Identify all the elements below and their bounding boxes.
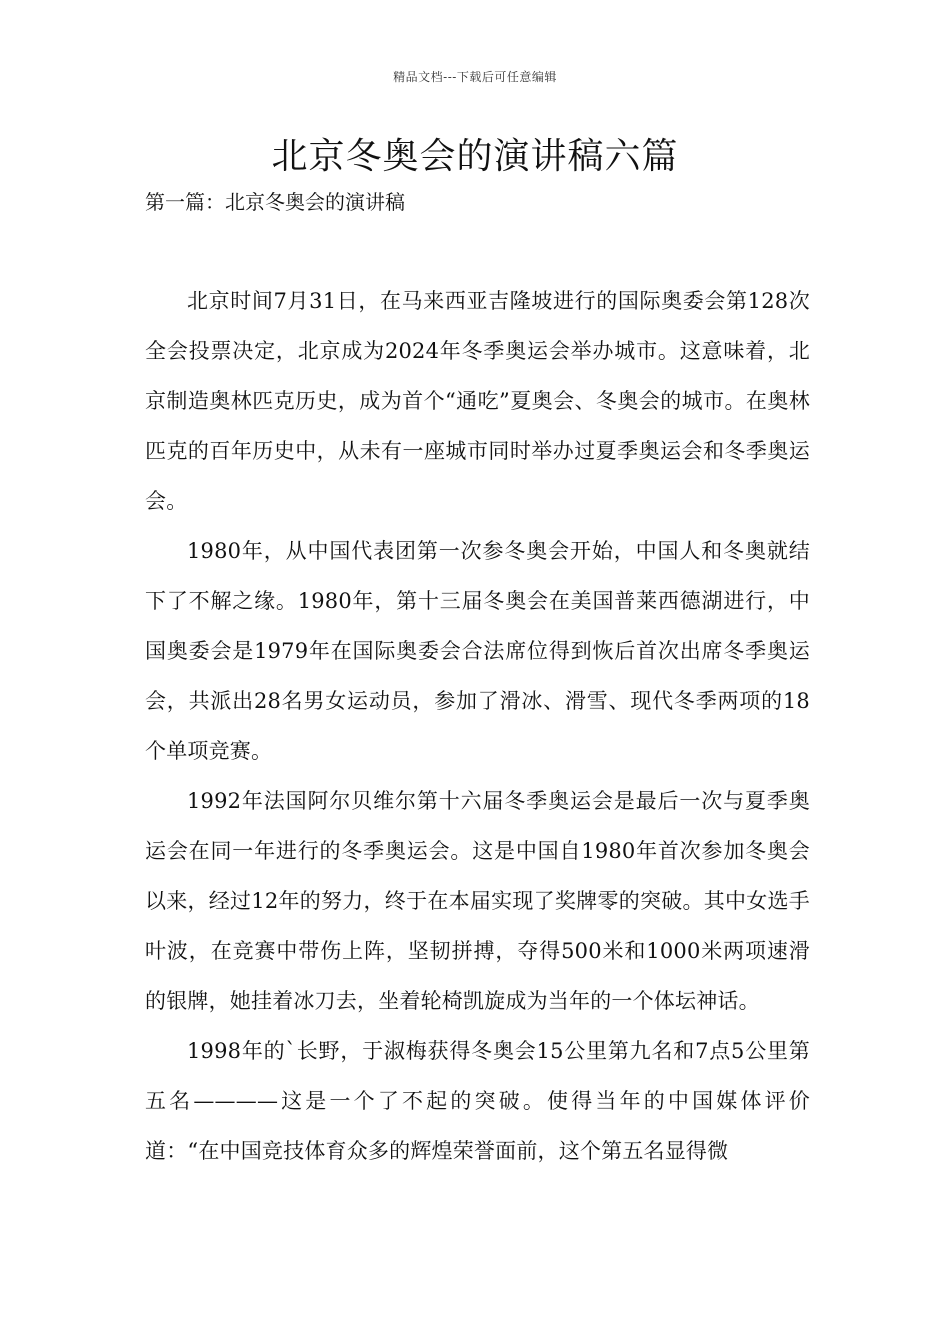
body-text — [145, 276, 810, 1176]
section-heading: 第一篇：北京冬奥会的演讲稿 — [145, 190, 405, 214]
paragraph: 1998年的`长野，于淑梅获得冬奥会15公里第九名和7点5公里第五名————这是一个了不起的突破。使得当年的中国媒体评价道：“在中国竞技体育众多的辉煌荣誉面前，这个第五名显得微 — [145, 1039, 810, 1163]
header-note: 精品文档---下载后可任意编辑 — [393, 70, 557, 84]
paragraph: 1992年法国阿尔贝维尔第十六届冬季奥运会是最后一次与夏季奥运会在同一年进行的冬季奥运会。这是中国自1980年首次参加冬奥会以来，经过12年的努力，终于在本届实现了奖牌零的突破。其中女选手叶波，在竞赛中带伤上阵，坚韧拼搏，夺得500米和1000米两项速滑的银牌，她挂着冰刀去，坐着轮椅凯旋成为当年的一个体坛神话。 — [145, 789, 810, 1013]
paragraph: 1980年，从中国代表团第一次参冬奥会开始，中国人和冬奥就结下了不解之缘。1980年，第十三届冬奥会在美国普莱西德湖进行，中国奥委会是1979年在国际奥委会合法席位得到恢后首次出席冬季奥运会，共派出28名男女运动员，参加了滑冰、滑雪、现代冬季两项的18个单项竞赛。 — [145, 539, 810, 763]
document-title: 北京冬奥会的演讲稿六篇 — [271, 136, 679, 177]
paragraph: 北京时间7月31日，在马来西亚吉隆坡进行的国际奥委会第128次全会投票决定，北京成为2024年冬季奥运会举办城市。这意味着，北京制造奥林匹克历史，成为首个“通吃”夏奥会、冬奥会的城市。在奥林匹克的百年历史中，从未有一座城市同时举办过夏季奥运会和冬季奥运会。 — [145, 289, 810, 513]
